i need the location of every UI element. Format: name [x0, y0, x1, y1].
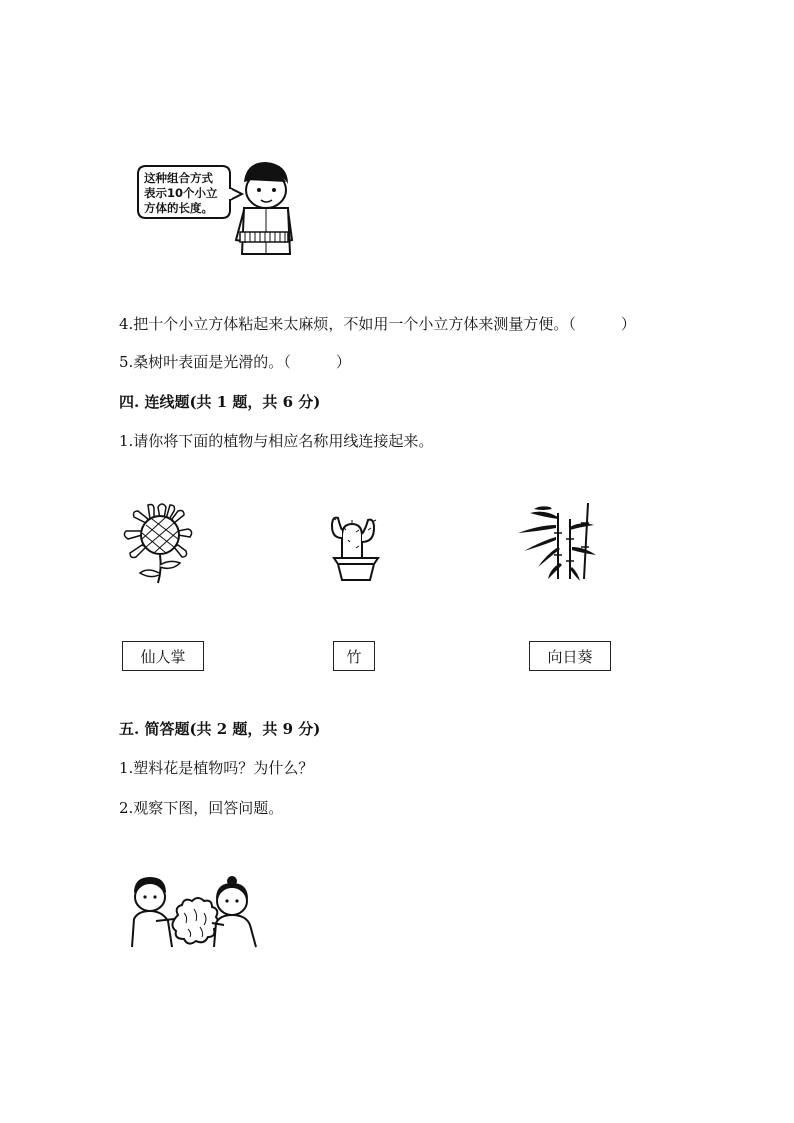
section-4-question: 1.请你将下面的植物与相应名称用线连接起来。	[119, 432, 434, 450]
section-5-heading: 五. 简答题(共 2 题，共 9 分)	[119, 720, 321, 738]
question-4: 4.把十个小立方体粘起来太麻烦，不如用一个小立方体来测量方便。（ ）	[119, 315, 636, 333]
bamboo-icon	[514, 503, 596, 581]
section-4-heading: 四. 连线题(共 1 题，共 6 分)	[119, 393, 321, 411]
name-box-sunflower[interactable]: 向日葵	[529, 641, 611, 671]
name-box-cactus[interactable]: 仙人掌	[122, 641, 204, 671]
children-observing-plant-icon	[128, 875, 262, 949]
boy-with-cubes-illustration	[134, 160, 294, 260]
question-5: 5.桑树叶表面是光滑的。（ ）	[119, 353, 351, 371]
bubble-line-1: 这种组合方式	[144, 171, 213, 185]
section-5-question-2: 2.观察下图，回答问题。	[119, 799, 284, 817]
boy-icon	[134, 160, 294, 260]
bubble-line-2: 表示10个小立	[144, 186, 218, 200]
name-box-bamboo[interactable]: 竹	[333, 641, 375, 671]
sunflower-icon	[122, 503, 202, 585]
section-5-question-1: 1.塑料花是植物吗？为什么？	[119, 759, 314, 777]
cactus-icon	[328, 506, 388, 582]
bubble-line-3: 方体的长度。	[144, 201, 213, 215]
